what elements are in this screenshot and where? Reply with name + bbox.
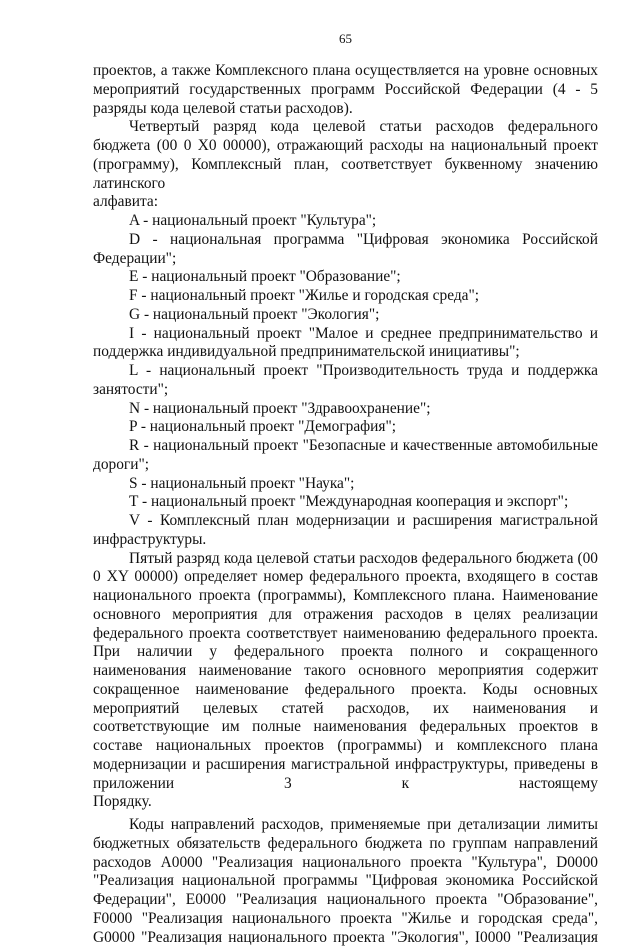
paragraph: N - национальный проект "Здравоохранение"; [129, 399, 431, 417]
paragraph: S - национальный проект "Наука"; [129, 474, 355, 492]
paragraph: E - национальный проект "Образование"; [129, 268, 401, 286]
paragraph: дороги"; [93, 455, 150, 473]
paragraph: разряды кода целевой статьи расходов). [93, 99, 353, 117]
paragraph: A - национальный проект "Культура"; [129, 212, 377, 229]
paragraph: I - национальный проект "Малое и среднее предпринимательство и [129, 324, 598, 342]
paragraph: Коды направлений расходов, применяемые при детализации лимиты бюджетных обязательств федерального бюджета по группам направлений расходов A0000 "Реализация национального проекта "Культура", D0000 "Реализация национальной программы "Цифровая экономика Российской Федерации", E0000 "Реализация национального проекта "Образование", F0000 "Реализация национального проекта "Жилье и городская среда", G0000 "Реализация национального проекта "Экология", I0000 "Реализация [93, 816, 598, 946]
paragraph: занятости"; [93, 380, 169, 398]
paragraph: G - национальный проект "Экология"; [129, 305, 380, 323]
paragraph: Федерации"; [93, 249, 177, 267]
document-page [93, 30, 598, 947]
document-body [93, 62, 598, 947]
paragraph: поддержка индивидуальной предпринимательской инициативы"; [93, 343, 520, 361]
paragraph: R - национальный проект "Безопасные и качественные автомобильные [129, 437, 598, 454]
paragraph: P - национальный проект "Демография"; [129, 418, 397, 436]
paragraph: проектов, а также Комплексного плана осуществляется на уровне основных мероприятий государственных программ Российской Федерации (4 - 5 [93, 62, 598, 98]
paragraph: алфавита: [93, 193, 158, 211]
paragraph: F - национальный проект "Жилье и городская среда"; [129, 287, 480, 304]
paragraph: T - национальный проект "Международная кооперация и экспорт"; [129, 493, 569, 511]
paragraph: инфраструктуры. [93, 530, 207, 548]
paragraph: V - Комплексный план модернизации и расширения магистральной [129, 512, 598, 529]
paragraph: D - национальная программа "Цифровая экономика Российской [129, 230, 598, 248]
page-number: 65 [339, 31, 352, 46]
paragraph: Четвертый разряд кода целевой статьи расходов федерального бюджета (00 0 X0 00000), отражающий расходы на национальный проект (программу), Комплексный план, соответствует буквенному значению латинского [93, 118, 598, 192]
paragraph: Порядку. [93, 793, 152, 811]
paragraph: Пятый разряд кода целевой статьи расходов федерального бюджета (00 0 XY 00000) определяет номер федерального проекта, входящего в состав национального проекта (программы), Комплексного плана. Наименование основного мероприятия для отражения расходов в целях реализации федерального проекта соответствует наименованию федерального проекта. При наличии у федерального проекта полного и сокращенного наименования наименование такого основного мероприятия содержит сокращенное наименование федерального проекта. Коды основных мероприятий целевых статей расходов, их наименования и соответствующие им полные наименования федеральных проектов в составе национальных проектов (программы) и комплексного плана модернизации и расширения магистральной инфраструктуры, приведены в приложении 3 к настоящему [93, 549, 598, 792]
paragraph: L - национальный проект "Производительность труда и поддержка [129, 362, 598, 379]
